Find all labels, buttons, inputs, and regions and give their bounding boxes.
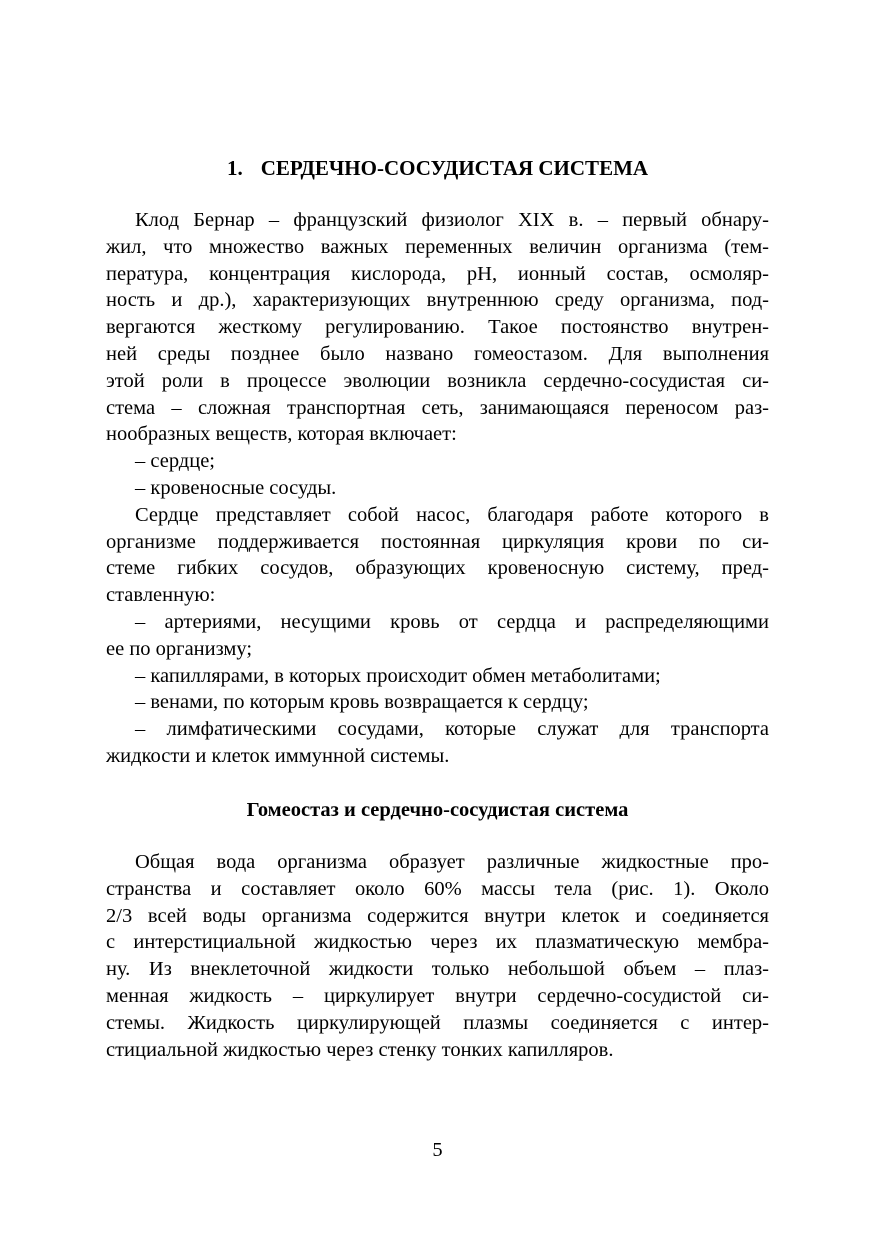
text-line: Клод Бернар – французский физиолог XIX в. – первый обнару-: [135, 209, 769, 231]
text-line: этой роли в процессе эволюции возникла сердечно-сосудистая си-: [106, 369, 769, 392]
text-line: нообразных веществ, которая включает:: [106, 423, 457, 446]
text-line: ну. Из внеклеточной жидкости только небольшой объем – плаз-: [106, 958, 769, 981]
page-number: 5: [432, 1139, 443, 1161]
text-line: вергаются жесткому регулированию. Такое постоянство внутрен-: [106, 316, 769, 339]
text-line: менная жидкость – циркулирует внутри сердечно-сосудистой си-: [106, 984, 769, 1007]
text-line: 2/3 всей воды организма содержится внутри клеток и соединяется: [106, 904, 769, 927]
text-line: стемы. Жидкость циркулирующей плазмы соединяется с интер-: [106, 1011, 769, 1034]
text-line: Общая вода организма образует различные жидкостные про-: [135, 851, 769, 873]
text-line: жидкости и клеток иммунной системы.: [106, 744, 450, 767]
text-line: странства и составляет около 60% массы тела (рис. 1). Около: [106, 877, 769, 900]
chapter-number: 1.: [226, 156, 243, 180]
text-line: ность и др.), характеризующих внутреннюю среду организма, под-: [106, 289, 769, 312]
text-line: ее по организму;: [106, 637, 253, 660]
list-item: – венами, по которым кровь возвращается к сердцу;: [135, 691, 589, 714]
text-line: стициальной жидкостью через стенку тонких капилляров.: [106, 1038, 614, 1061]
text-line: стема – сложная транспортная сеть, занимающаяся переносом раз-: [106, 396, 769, 419]
list-item: – артериями, несущими кровь от сердца и распределяющими: [135, 610, 769, 633]
chapter-title-text: СЕРДЕЧНО-СОСУДИСТАЯ СИСТЕМА: [260, 156, 649, 180]
section-title: Гомеостаз и сердечно-сосудистая система: [246, 799, 629, 821]
text-line: с интерстициальной жидкостью через их плазматическую мембра-: [106, 931, 769, 954]
chapter-title: [106, 155, 769, 181]
text-line: пература, концентрация кислорода, рН, ионный состав, осмоляр-: [106, 262, 769, 285]
text-line: жил, что множество важных переменных величин организма (тем-: [106, 235, 769, 258]
text-line: ней среды позднее было названо гомеостазом. Для выполнения: [106, 342, 769, 365]
list-item: – кровеносные сосуды.: [135, 476, 337, 499]
text-line: ставленную:: [106, 584, 216, 607]
homeostasis-text-block: [106, 849, 769, 1063]
text-line: организме поддерживается постоянная циркуляция крови по си-: [106, 530, 769, 553]
list-item: – капиллярами, в которых происходит обмен метаболитами;: [135, 664, 661, 687]
text-line: Сердце представляет собой насос, благодаря работе которого в: [135, 503, 769, 526]
list-item: – сердце;: [135, 450, 215, 473]
text-line: стеме гибких сосудов, образующих кровеносную систему, пред-: [106, 557, 769, 580]
list-item: – лимфатическими сосудами, которые служат для транспорта: [135, 718, 769, 741]
intro-text-block: [106, 207, 769, 770]
